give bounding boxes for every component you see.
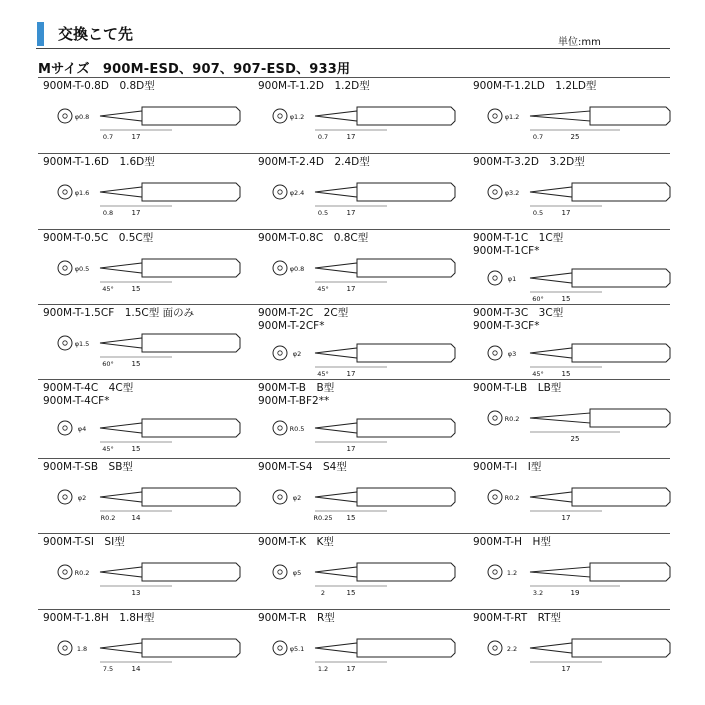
dimension-label: 15 [561,295,571,303]
tip-shank [142,183,240,201]
dimension-label: 0.5 [317,209,329,217]
series-heading: Mサイズ 900M-ESD、907、907-ESD、933用 [38,62,351,77]
tip-model-line1: 900M-T-I I型 [473,461,542,473]
dimension-label: 60° [102,360,114,368]
tip-drawing [253,534,463,610]
tip-cell [253,305,463,380]
tip-drawing [38,459,248,534]
dimension-label: R0.2 [74,569,90,577]
tip-row [38,379,670,459]
tip-cell [468,78,678,154]
unit-note: 単位:mm [558,37,601,48]
tip-cell [38,305,248,380]
tip-model-line1: 900M-T-0.8D 0.8D型 [43,80,155,92]
tip-end-view-core [63,570,67,574]
dimension-label: 0.5 [532,209,544,217]
dimension-label: 15 [131,360,141,368]
dimension-label: 0.7 [102,133,114,141]
dimension-label: 17 [561,209,571,217]
tip-drawing [38,610,248,698]
tip-cell [253,230,463,305]
tip-model-line2: 900M-T-1CF* [473,245,540,257]
tip-end-view-core [278,266,282,270]
tip-model-line1: 900M-T-3C 3C型 [473,307,564,319]
tip-end-view [58,109,72,123]
tip-shank [142,419,240,437]
tip-end-view [273,261,287,275]
dimension-label: 2.2 [506,645,518,653]
tip-row [38,458,670,534]
tip-end-view-core [493,495,497,499]
tip-end-view-core [63,341,67,345]
tip-drawing [468,230,678,305]
tip-end-view [273,641,287,655]
dimension-label: φ5 [292,569,302,577]
tip-cell [468,380,678,459]
tip-end-view [58,261,72,275]
tip-shank [357,488,455,506]
tip-drawing [253,230,463,305]
tip-model-line2: 900M-T-BF2** [258,395,330,407]
dimension-label: 15 [346,514,356,522]
tip-cell [468,305,678,380]
tip-row [38,609,670,698]
tip-end-view [58,336,72,350]
tip-cell [38,230,248,305]
tip-end-view-core [493,190,497,194]
tip-shank [572,639,670,657]
tip-shank [590,409,670,427]
dimension-label: φ2 [292,350,302,358]
dimension-label: 2 [320,589,326,597]
dimension-label: φ2 [292,494,302,502]
tip-end-view-core [278,495,282,499]
dimension-label: 17 [346,133,356,141]
tip-row [38,533,670,610]
tip-shank [142,259,240,277]
tip-drawing [38,154,248,230]
tip-model-line1: 900M-T-1.2D 1.2D型 [258,80,370,92]
tip-taper [530,187,572,197]
tip-model-line1: 900M-T-SB SB型 [43,461,133,473]
tip-model-line1: 900M-T-1.6D 1.6D型 [43,156,155,168]
tip-model-line1: 900M-T-H H型 [473,536,551,548]
tip-shank [142,107,240,125]
dimension-label: 7.5 [102,665,114,673]
dimension-label: 17 [346,665,356,673]
tip-end-view [58,185,72,199]
dimension-label: φ4 [77,425,87,433]
dimension-label: 3.2 [532,589,544,597]
header-rule [36,48,670,49]
tip-end-view [488,641,502,655]
tip-shank [142,488,240,506]
dimension-label: 17 [131,133,141,141]
tip-cell [253,534,463,610]
tip-drawing [468,459,678,534]
tip-model-line1: 900M-T-0.8C 0.8C型 [258,232,369,244]
dimension-label: φ0.8 [74,113,90,121]
tip-end-view-core [493,570,497,574]
tip-drawing [468,534,678,610]
dimension-label: R0.5 [289,425,305,433]
tip-shank [142,563,240,581]
tip-end-view [488,411,502,425]
tip-model-line1: 900M-T-3.2D 3.2D型 [473,156,585,168]
tip-shank [357,183,455,201]
tip-model-line1: 900M-T-4C 4C型 [43,382,134,394]
tip-model-line1: 900M-T-B B型 [258,382,335,394]
tip-taper [530,348,572,358]
dimension-label: φ2.4 [289,189,305,197]
tip-taper [530,643,572,653]
tip-drawing [253,459,463,534]
dimension-label: 17 [346,209,356,217]
tip-model-line1: 900M-T-S4 S4型 [258,461,347,473]
tip-end-view [273,185,287,199]
tip-row [38,77,670,154]
tip-drawing [468,78,678,154]
dimension-label: 1.8 [76,645,88,653]
tip-end-view-core [493,416,497,420]
dimension-label: 17 [131,209,141,217]
tip-end-view-core [278,114,282,118]
tip-cell [468,459,678,534]
page-header [0,0,705,52]
header-accent-bar [37,22,44,46]
dimension-label: 17 [561,665,571,673]
tip-end-view-core [278,570,282,574]
tip-end-view-core [63,266,67,270]
tip-end-view [58,565,72,579]
tip-drawing [38,305,248,380]
dimension-label: R0.2 [504,494,520,502]
dimension-label: φ3 [507,350,517,358]
tip-row [38,229,670,305]
dimension-label: 13 [131,589,141,597]
tip-taper [100,423,142,433]
tip-end-view [273,421,287,435]
tip-end-view-core [493,351,497,355]
tip-cell [38,380,248,459]
dimension-label: φ1.5 [74,340,90,348]
tip-drawing [38,230,248,305]
tip-shank [590,563,670,581]
dimension-label: φ1.6 [74,189,90,197]
dimension-label: 17 [346,285,356,293]
dimension-label: 25 [570,133,580,141]
tip-cell [38,78,248,154]
dimension-label: 15 [561,370,571,378]
tip-shank [572,488,670,506]
tip-model-line1: 900M-T-1C 1C型 [473,232,564,244]
tip-shank [590,107,670,125]
dimension-label: 45° [317,370,329,378]
tip-model-line2: 900M-T-3CF* [473,320,540,332]
dimension-label: φ0.8 [289,265,305,273]
tip-model-line2: 900M-T-4CF* [43,395,110,407]
tip-taper [100,187,142,197]
dimension-label: 1.2 [317,665,329,673]
dimension-label: 17 [346,445,356,453]
tip-drawing [253,380,463,459]
tip-cell [253,459,463,534]
tip-taper [100,111,142,121]
tip-end-view [488,109,502,123]
tip-cell [253,610,463,698]
tip-grid [38,77,670,697]
tip-cell [468,534,678,610]
tip-end-view-core [278,426,282,430]
tip-model-line1: 900M-T-0.5C 0.5C型 [43,232,154,244]
tip-end-view [488,346,502,360]
tip-cell [38,610,248,698]
dimension-label: 45° [102,445,114,453]
tip-taper [315,263,357,273]
tip-taper [530,413,590,423]
tip-end-view-core [493,114,497,118]
tip-taper [315,111,357,121]
tip-shank [142,334,240,352]
tip-taper [315,423,357,433]
tip-end-view-core [63,426,67,430]
tip-end-view [273,346,287,360]
dimension-label: 45° [532,370,544,378]
tip-drawing [38,78,248,154]
tip-end-view [273,109,287,123]
tip-model-line1: 900M-T-1.5CF 1.5C型 面のみ [43,307,195,319]
tip-taper [315,187,357,197]
tip-drawing [253,154,463,230]
tip-end-view [488,490,502,504]
tip-drawing [468,154,678,230]
tip-taper [315,348,357,358]
tip-model-line1: 900M-T-RT RT型 [473,612,562,624]
dimension-label: φ3.2 [504,189,520,197]
tip-end-view [488,271,502,285]
tip-shank [357,639,455,657]
dimension-label: φ1 [507,275,517,283]
tip-drawing [468,305,678,380]
tip-cell [468,230,678,305]
tip-taper [530,567,590,577]
tip-shank [572,269,670,287]
tip-end-view-core [63,495,67,499]
tip-end-view-core [63,114,67,118]
dimension-label: φ0.5 [74,265,90,273]
tip-taper [530,273,572,283]
tip-shank [357,107,455,125]
tip-end-view-core [278,646,282,650]
tip-end-view-core [278,351,282,355]
tip-taper [100,492,142,502]
tip-shank [572,344,670,362]
tip-end-view-core [278,190,282,194]
tip-shank [357,259,455,277]
dimension-label: R0.25 [313,514,333,522]
tip-end-view [273,565,287,579]
tip-cell [253,154,463,230]
tip-model-line1: 900M-T-1.2LD 1.2LD型 [473,80,597,92]
tip-taper [315,567,357,577]
tip-cell [468,154,678,230]
dimension-label: 25 [570,435,580,443]
tip-taper [315,492,357,502]
tip-drawing [253,305,463,380]
tip-taper [530,492,572,502]
tip-cell [468,610,678,698]
dimension-label: 15 [346,589,356,597]
tip-model-line1: 900M-T-2.4D 2.4D型 [258,156,370,168]
dimension-label: 0.7 [532,133,544,141]
page-title: 交換こて先 [58,25,134,43]
dimension-label: R0.2 [100,514,116,522]
dimension-label: φ1.2 [289,113,305,121]
tip-model-line1: 900M-T-2C 2C型 [258,307,349,319]
tip-model-line1: 900M-T-1.8H 1.8H型 [43,612,155,624]
tip-row [38,304,670,380]
dimension-label: 17 [346,370,356,378]
tip-end-view [58,641,72,655]
tip-end-view [58,490,72,504]
dimension-label: 1.2 [506,569,518,577]
tip-model-line1: 900M-T-LB LB型 [473,382,562,394]
dimension-label: R0.2 [504,415,520,423]
dimension-label: 19 [570,589,580,597]
dimension-label: φ2 [77,494,87,502]
tip-cell [38,459,248,534]
dimension-label: 45° [317,285,329,293]
tip-drawing [468,610,678,698]
dimension-label: 14 [131,665,141,673]
tip-end-view [488,565,502,579]
tip-end-view-core [63,190,67,194]
dimension-label: 17 [561,514,571,522]
tip-end-view-core [493,646,497,650]
dimension-label: 0.7 [317,133,329,141]
tip-end-view-core [493,276,497,280]
tip-shank [357,344,455,362]
tip-taper [100,263,142,273]
tip-shank [357,419,455,437]
dimension-label: 14 [131,514,141,522]
tip-end-view-core [63,646,67,650]
dimension-label: 15 [131,285,141,293]
tip-model-line1: 900M-T-R R型 [258,612,335,624]
tip-drawing [38,534,248,610]
tip-cell [253,78,463,154]
tip-cell [253,380,463,459]
tip-taper [100,567,142,577]
tip-drawing [253,78,463,154]
tip-model-line1: 900M-T-SI SI型 [43,536,125,548]
tip-end-view [58,421,72,435]
tip-drawing [38,380,248,459]
tip-model-line1: 900M-T-K K型 [258,536,334,548]
tip-cell [38,154,248,230]
tip-shank [572,183,670,201]
tip-drawing [253,610,463,698]
tip-shank [357,563,455,581]
dimension-label: 15 [131,445,141,453]
dimension-label: φ1.2 [504,113,520,121]
tip-end-view [488,185,502,199]
tip-taper [100,643,142,653]
dimension-label: 60° [532,295,544,303]
dimension-label: 0.8 [102,209,114,217]
tip-taper [530,111,590,121]
dimension-label: φ5.1 [289,645,305,653]
tip-row [38,153,670,230]
tip-model-line2: 900M-T-2CF* [258,320,325,332]
dimension-label: 45° [102,285,114,293]
tip-taper [315,643,357,653]
tip-taper [100,338,142,348]
tip-shank [142,639,240,657]
tip-cell [38,534,248,610]
tip-drawing [468,380,678,459]
tip-end-view [273,490,287,504]
